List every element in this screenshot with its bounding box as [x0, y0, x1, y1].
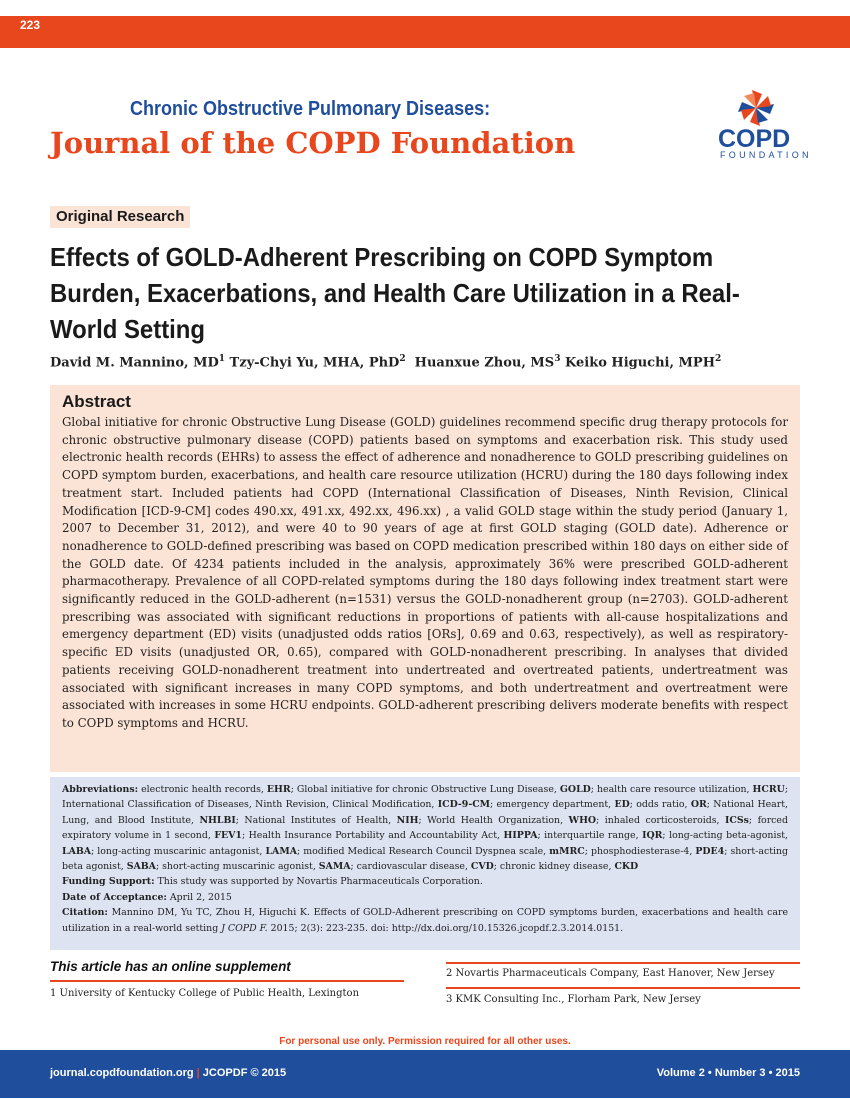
citation-journal: J COPD F.: [221, 922, 268, 934]
abbreviation-term: electronic health records,: [141, 784, 267, 795]
abbreviation-code: GOLD: [559, 784, 591, 795]
abbreviation-code: OR: [690, 799, 707, 811]
funding-label: Funding Support:: [62, 876, 155, 888]
supplement-note[interactable]: This article has an online supplement: [50, 959, 291, 974]
abbreviation-code: NHLBI: [199, 814, 236, 826]
abbreviation-code: CKD: [614, 861, 639, 873]
affiliation-1: 1 University of Kentucky College of Public Health, Lexington: [50, 988, 360, 999]
abstract-heading: Abstract: [62, 392, 131, 411]
author-name: Keiko Higuchi, MPH: [564, 355, 715, 371]
citation-doi[interactable]: 2015; 2(3): 223-235. doi: http://dx.doi.org/10.15326.jcopdf.2.3.2014.0151.: [270, 922, 624, 934]
abbreviation-code: NIH: [396, 814, 419, 826]
author-list: [50, 354, 721, 370]
funding-text: This study was supported by Novartis Pharmaceuticals Corporation.: [157, 876, 483, 888]
author-name: David M. Mannino, MD: [50, 355, 219, 371]
acceptance-date: April 2, 2015: [169, 891, 232, 903]
abbreviation-term: short-acting beta agonist,: [62, 845, 788, 873]
divider: [446, 987, 800, 989]
abbreviation-term: chronic kidney disease,: [496, 861, 615, 873]
abstract-text: Global initiative for chronic Obstructive Lung Disease (GOLD) guidelines recommend specific drug therapy protocols for chronic obstructive pulmonary disease (COPD) patients based on symptoms and exacerbation risk. This study used electronic health records (EHRs) to assess the effect of adherence and nonadherence to GOLD prescribing guidelines on COPD symptom burden, exacerbations, and health care resource utilization (HCRU) during the 180 days following index treatment start. Included patients had COPD (International Classification of Diseases, Ninth Revision, Clinical Modification [ICD-9-CM] codes 490.xx, 491.xx, 492.xx, 496.xx) , a valid GOLD stage within the study period (January 1, 2007 to December 31, 2012), and were 40 to 90 years of age at first GOLD staging (GOLD date). Adherence or nonadherence to GOLD-defined prescribing was based on COPD medication prescribed within 180 days on either side of the GOLD date. Of 4234 patients included in the analysis, approximately 36% were prescribed GOLD-adherent pharmacotherapy. Prevalence of all COPD-related symptoms during the 180 days following index treatment start were significantly reduced in the GOLD-adherent (n=1531) versus the GOLD-nonadherent group (n=2703). GOLD-adherent prescribing was associated with significant reductions in proportions of patients with all-cause hospitalizations and emergency department (ED) visits (unadjusted odds ratios [ORs], 0.69 and 0.63, respectively), as well as respiratory-specific ED visits (unadjusted OR, 0.65), compared with GOLD-nonadherent prescribing. In analyses that divided patients receiving GOLD-nonadherent treatment into undertreated and overtreated patients, undertreatment was associated with significant increases in many COPD symptoms, and both undertreatment and overtreatment were associated with increases in some HCRU endpoints. GOLD-adherent prescribing delivers moderate benefits with respect to COPD symptoms and HCRU.: [62, 415, 788, 730]
abbreviation-term: cardiovascular disease,: [353, 861, 471, 873]
logo-foundation-text: FOUNDATION: [720, 150, 812, 160]
abbreviation-term: long-acting beta-agonist,: [665, 830, 789, 842]
page-number: 223: [20, 18, 41, 32]
abbreviation-term: health care resource utilization,: [593, 784, 753, 795]
footer-copyright: JCOPDF © 2015: [202, 1067, 287, 1079]
abbreviation-term: short-acting muscarinic agonist,: [159, 861, 319, 873]
abbreviations-text: [62, 782, 788, 936]
abbreviation-term: Health Insurance Portability and Accountability Act,: [245, 830, 504, 842]
personal-use-notice: For personal use only. Permission required for all other uses.: [279, 1036, 571, 1047]
abbreviation-code: HCRU: [752, 784, 785, 795]
author-affiliation-sup: 3: [554, 354, 561, 364]
abbreviation-code: PDE4: [695, 845, 725, 857]
footer-separator: |: [196, 1067, 200, 1079]
abbreviation-code: IQR: [642, 830, 663, 842]
abbreviation-term: inhaled corticosteroids,: [599, 814, 726, 826]
acceptance-label: Date of Acceptance:: [62, 891, 167, 903]
abbreviation-code: EHR: [266, 784, 291, 795]
abbreviation-code: ED: [614, 799, 630, 811]
abstract-box: [50, 385, 800, 772]
abbreviation-term: interquartile range,: [540, 830, 643, 842]
author-affiliation-sup: 2: [399, 354, 406, 364]
abbreviation-code: WHO: [568, 814, 597, 826]
abbreviation-term: International Classification of Diseases, Ninth Revision, Clinical Modification,: [62, 799, 438, 811]
footer-site-link[interactable]: journal.copdfoundation.org: [50, 1067, 194, 1079]
journal-title: Journal of the COPD Foundation: [50, 126, 576, 160]
abbreviation-code: mMRC: [549, 845, 585, 857]
abbreviations-label: Abbreviations:: [62, 784, 139, 795]
footer-left: [50, 1067, 286, 1079]
abbreviation-code: FEV1: [214, 830, 242, 842]
journal-subtitle: Chronic Obstructive Pulmonary Diseases:: [130, 98, 491, 120]
abbreviation-term: odds ratio,: [632, 799, 691, 811]
author-name: Huanxue Zhou, MS: [414, 355, 555, 371]
abbreviation-term: National Institutes of Health,: [238, 814, 397, 826]
abbreviation-term: Global initiative for chronic Obstructive Lung Disease,: [293, 784, 560, 795]
abbreviation-code: SAMA: [318, 861, 351, 873]
citation-label: Citation:: [62, 907, 108, 919]
top-banner: [0, 16, 850, 48]
copd-foundation-logo: [712, 88, 812, 162]
abbreviation-code: HIPPA: [503, 830, 538, 842]
abbreviation-term: emergency department,: [493, 799, 615, 811]
citation-text: Mannino DM, Yu TC, Zhou H, Higuchi K. Effects of GOLD-Adherent prescribing on COPD symptoms burden, exacerbations and health care utilization in a real-world setting: [62, 907, 789, 934]
affiliation-3: 3 KMK Consulting Inc., Florham Park, New Jersey: [446, 994, 701, 1005]
author-affiliation-sup: 1: [218, 354, 226, 364]
pinwheel-icon: [736, 88, 776, 128]
abbreviation-code: CVD: [470, 861, 494, 873]
logo-word: COPD: [718, 125, 791, 153]
divider: [446, 962, 800, 964]
abbreviation-code: ICD-9-CM: [437, 799, 491, 811]
abbreviation-code: SABA: [126, 861, 156, 873]
author-name: Tzy-Chyi Yu, MHA, PhD: [229, 355, 400, 371]
abbreviation-code: LABA: [62, 845, 92, 857]
abbreviations-box: [50, 777, 800, 950]
divider: [50, 980, 404, 982]
abbreviation-term: World Health Organization,: [421, 814, 569, 826]
abbreviation-term: forced expiratory volume in 1 second,: [62, 814, 788, 842]
abbreviation-term: National Heart, Lung, and Blood Institute,: [62, 799, 788, 826]
abbreviation-code: ICSs: [725, 814, 749, 826]
footer-volume: Volume 2 • Number 3 • 2015: [656, 1067, 800, 1079]
abbreviation-term: modified Medical Research Council Dyspnea scale,: [300, 845, 550, 857]
author-affiliation-sup: 2: [714, 354, 722, 364]
affiliation-2: 2 Novartis Pharmaceuticals Company, East Hanover, New Jersey: [446, 968, 775, 979]
article-title: Effects of GOLD-Adherent Prescribing on COPD Symptom Burden, Exacerbations, and Health Care Utilization in a Real-World Setting: [50, 242, 740, 344]
section-badge: Original Research: [50, 206, 190, 228]
abbreviations-list: electronic health records, EHR; Global initiative for chronic Obstructive Lung Disease, GOLD; health care resource utilization, HCRU; International Classification of Diseases, Ninth Revision, Clinical Modification, ICD-9-CM; emergency department, ED; odds ratio, OR; National Heart, Lung, and Blood Institute, NHLBI; National Institutes of Health, NIH; World Health Organization, WHO; inhaled corticosteroids, ICSs; forced expiratory volume in 1 second, FEV1; Health Insurance Portability and Accountability Act, HIPPA; interquartile range, IQR; long-acting beta-agonist, LABA; long-acting muscarinic antagonist, LAMA; modified Medical Research Council Dyspnea scale, mMRC; phosphodiesterase-4, PDE4; short-acting beta agonist, SABA; short-acting muscarinic agonist, SAMA; cardiovascular disease, CVD; chronic kidney disease, CKD: [62, 784, 789, 873]
abbreviation-code: LAMA: [265, 845, 297, 857]
abbreviation-term: long-acting muscarinic antagonist,: [94, 845, 266, 857]
abbreviation-term: phosphodiesterase-4,: [587, 845, 696, 857]
